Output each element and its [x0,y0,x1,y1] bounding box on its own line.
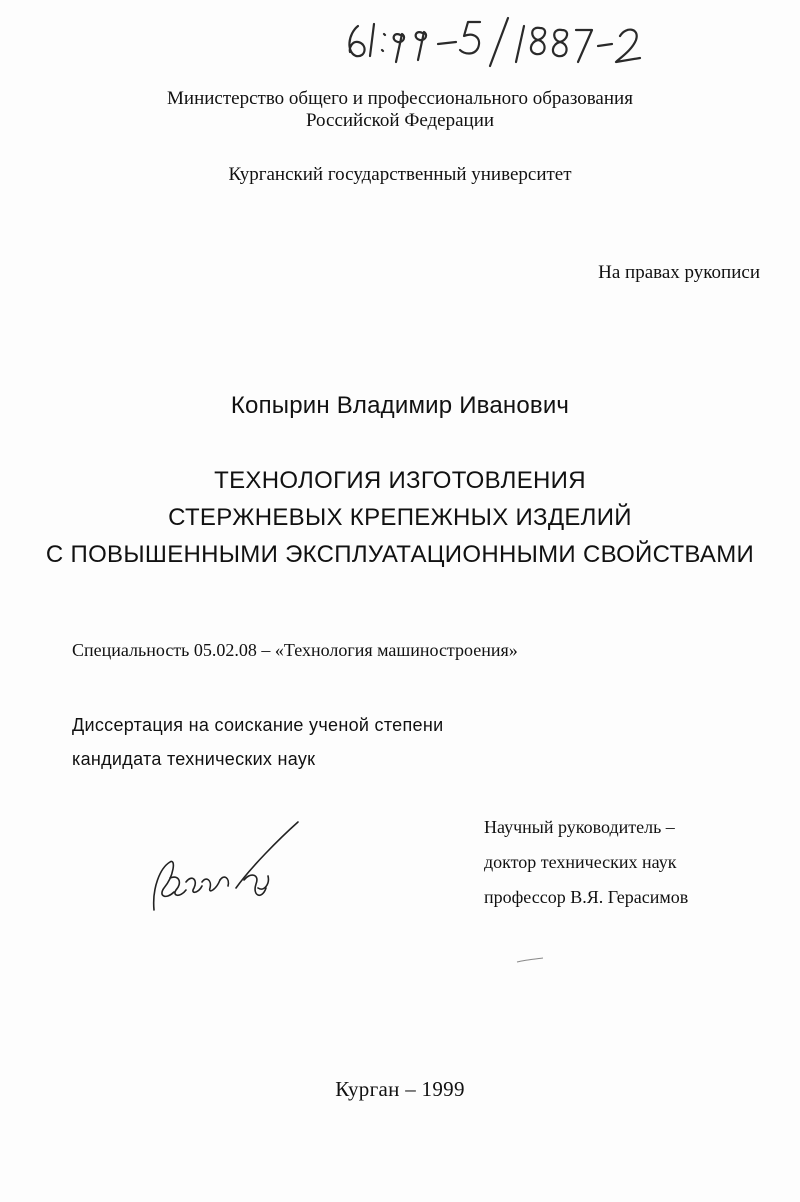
author-name: Копырин Владимир Иванович [230,392,570,419]
ministry-line-2: Российской Федерации [305,110,495,131]
stray-mark [515,955,545,965]
ministry-heading [0,88,800,132]
title-line-1: ТЕХНОЛОГИЯ ИЗГОТОВЛЕНИЯ [214,467,586,494]
title-line-2: СТЕРЖНЕВЫХ КРЕПЕЖНЫХ ИЗДЕЛИЙ [168,504,632,531]
scientific-advisor [484,810,688,915]
ministry-line-1: Министерство общего и профессионального образования [167,88,633,109]
university-name: Курганский государственный университет [228,164,572,185]
dissertation-title [0,462,800,573]
specialty-line: Специальность 05.02.08 – «Технология машиностроения» [72,640,518,660]
handwritten-shelf-mark [340,4,650,74]
advisor-line-2: доктор технических наук [484,852,677,872]
city-and-year: Курган – 1999 [335,1077,465,1101]
degree-line-1: Диссертация на соискание ученой степени [72,715,444,735]
title-line-3: С ПОВЫШЕННЫМИ ЭКСПЛУАТАЦИОННЫМИ СВОЙСТВАМИ [45,541,755,568]
degree-statement [72,708,443,776]
rights-notice: На правах рукописи [598,262,760,283]
author-signature [140,818,300,918]
advisor-line-1: Научный руководитель – [484,817,675,837]
advisor-line-3: профессор В.Я. Герасимов [484,887,689,907]
degree-line-2: кандидата технических наук [72,749,316,769]
